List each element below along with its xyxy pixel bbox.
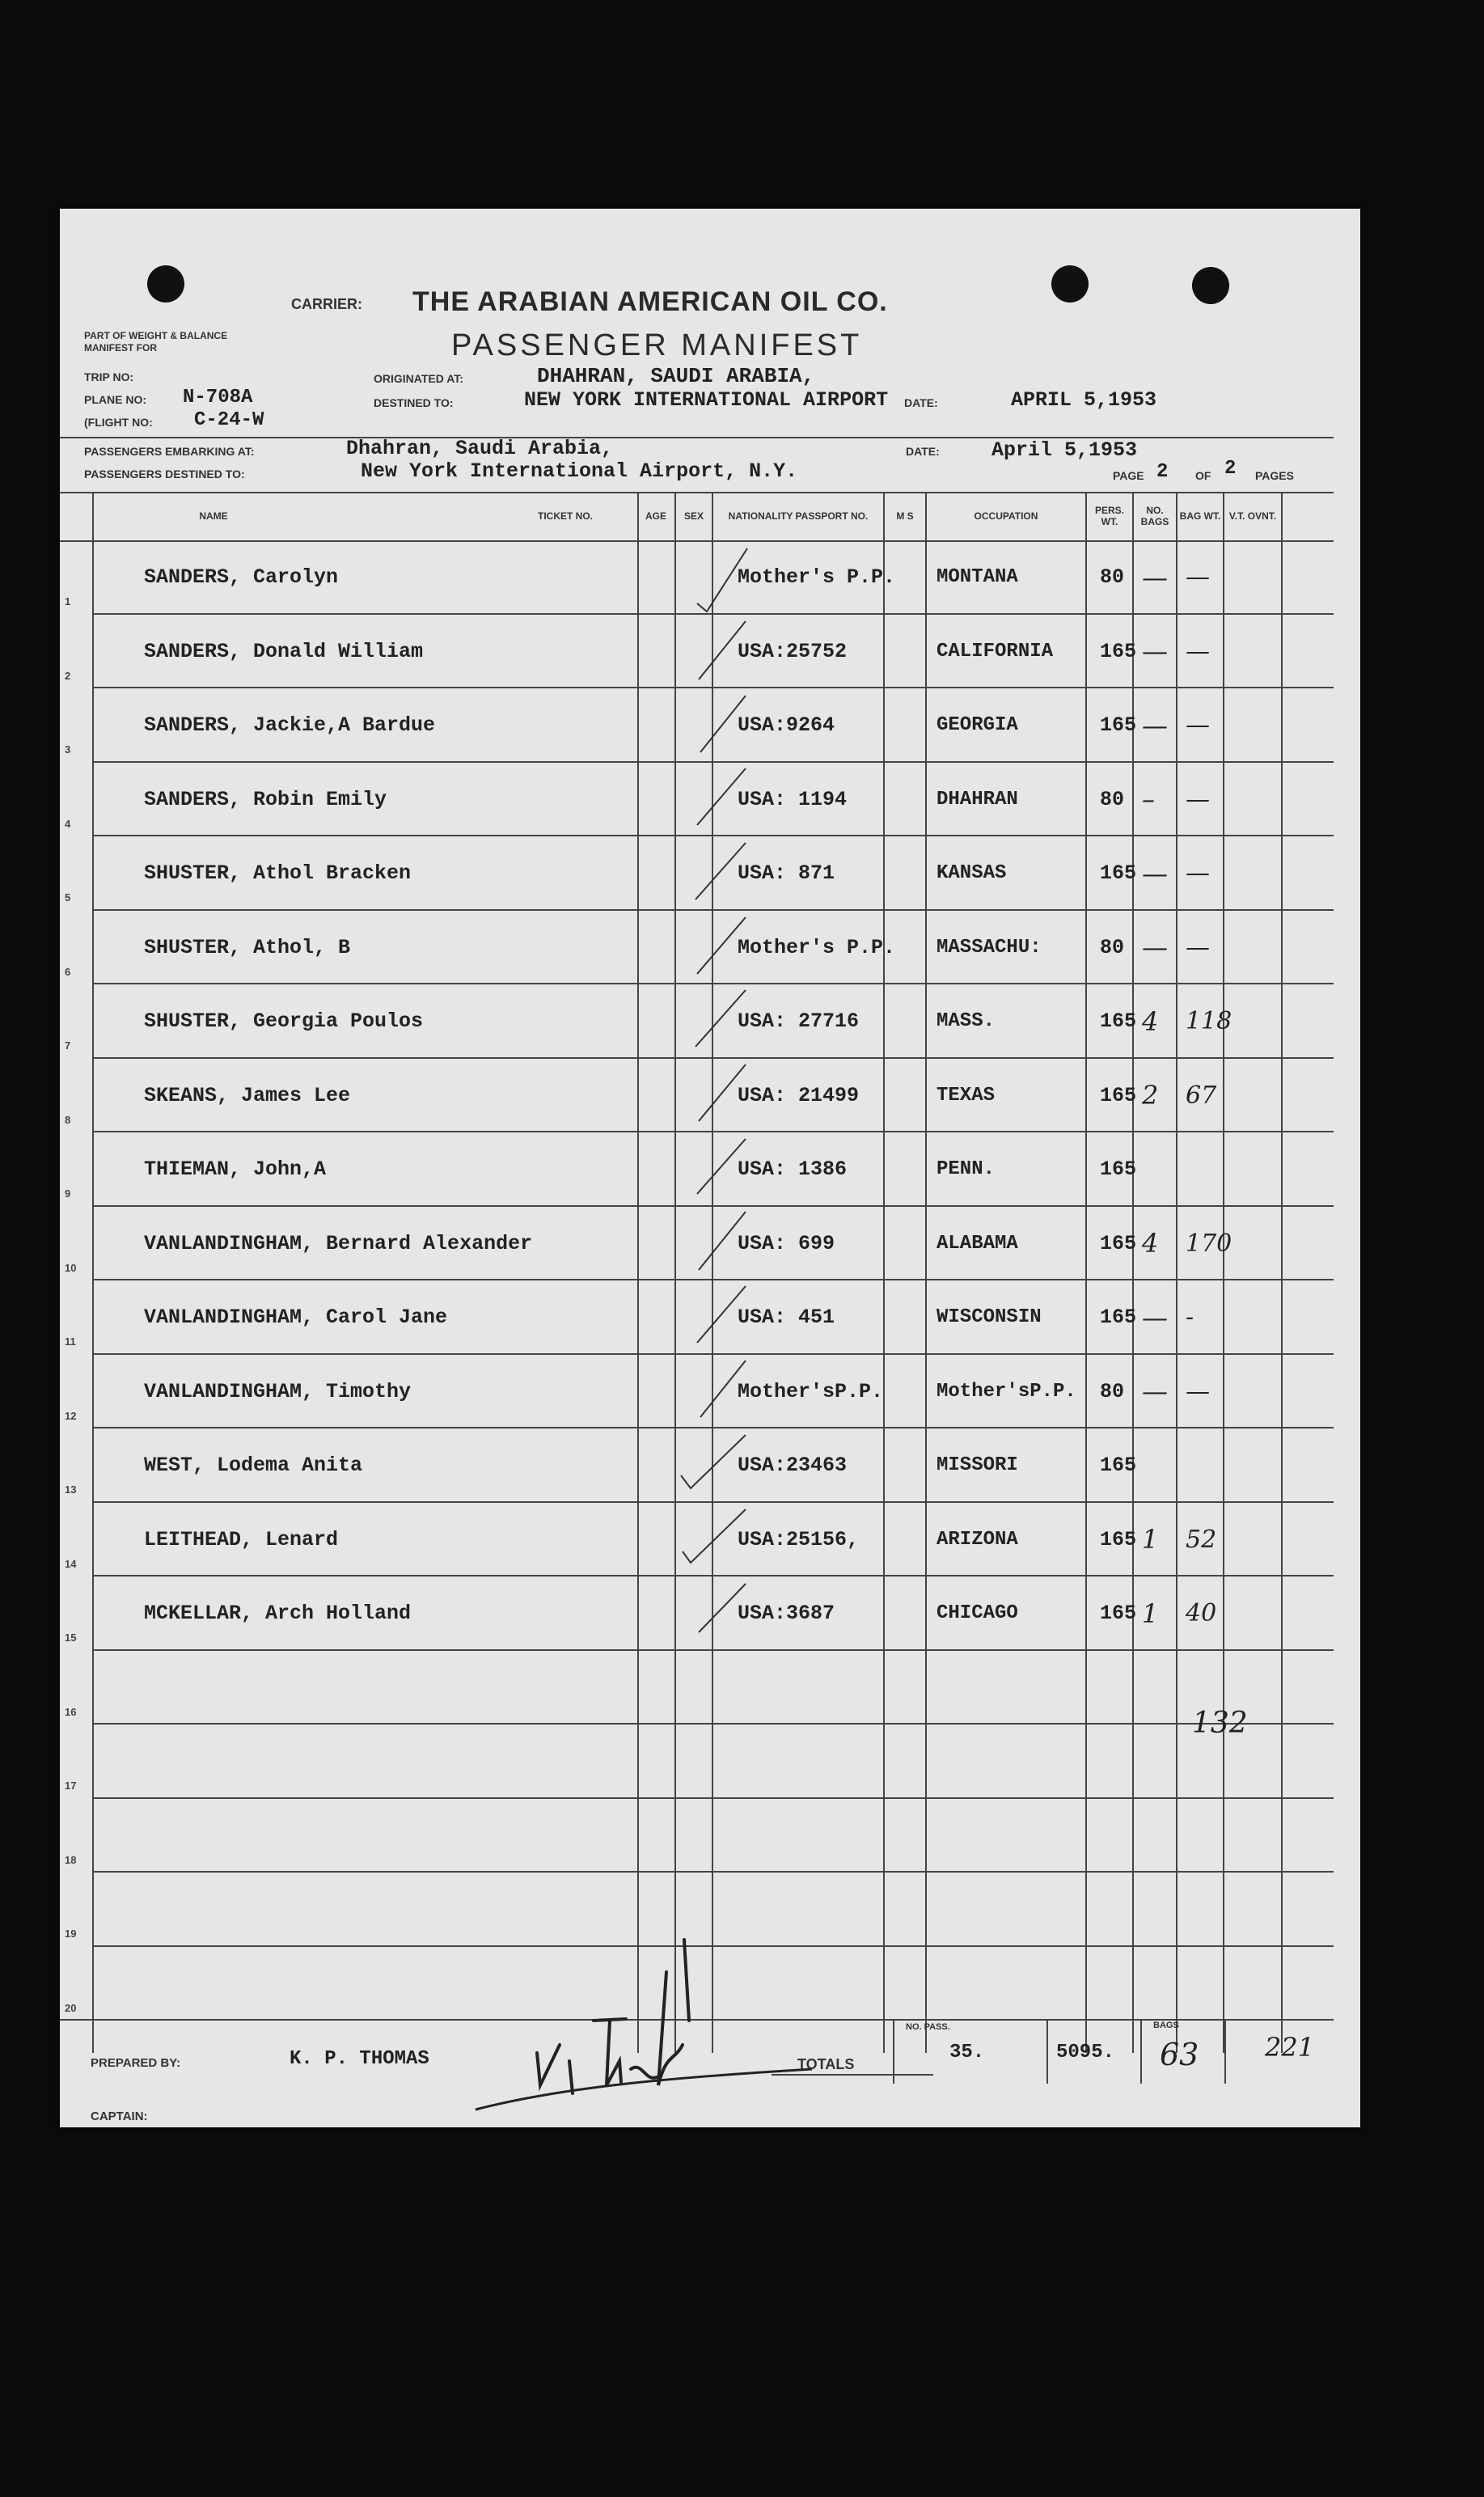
passenger-name: SHUSTER, Athol, B xyxy=(144,935,351,959)
prepared-by: K. P. THOMAS xyxy=(290,2048,429,2070)
subtotal-note: 132 xyxy=(1192,1707,1248,1740)
destined-label: DESTINED TO: xyxy=(374,396,454,409)
passport-number: Mother's P.P. xyxy=(738,935,896,959)
bag-weight: — xyxy=(1186,1377,1210,1406)
row-number: 20 xyxy=(65,2001,77,2014)
personal-weight: 165 xyxy=(1100,1306,1137,1329)
row-number: 6 xyxy=(65,965,71,978)
row-number: 1 xyxy=(65,595,71,607)
bag-count: — xyxy=(1142,1301,1168,1333)
occupation: ARIZONA xyxy=(936,1528,1018,1551)
col-nationality: NATIONALITY PASSPORT NO. xyxy=(728,510,869,522)
passenger-name: WEST, Lodema Anita xyxy=(144,1454,363,1477)
table-row xyxy=(60,1059,1334,1132)
occupation: KANSAS xyxy=(936,862,1007,884)
totals-label: TOTALS xyxy=(797,2056,855,2072)
page-label: PAGE xyxy=(1113,469,1144,482)
passenger-name: MCKELLAR, Arch Holland xyxy=(144,1602,412,1625)
table-row xyxy=(60,615,1334,688)
bag-weight: — xyxy=(1186,637,1210,666)
row-number: 18 xyxy=(65,1853,77,1866)
carrier-name: THE ARABIAN AMERICAN OIL CO. xyxy=(412,286,888,317)
bag-count: 1 xyxy=(1142,1598,1159,1629)
passenger-name: THIEMAN, John,A xyxy=(144,1158,327,1181)
trip-label: TRIP NO: xyxy=(84,370,134,383)
table-row xyxy=(60,540,1334,614)
footer-rule xyxy=(893,2019,894,2084)
table-row xyxy=(60,984,1334,1058)
total-weight: 5095. xyxy=(1056,2042,1115,2063)
header-rule-1 xyxy=(60,437,1334,438)
bag-weight: — xyxy=(1186,785,1210,814)
part-of-label-1: PART OF WEIGHT & BALANCE xyxy=(84,330,228,341)
pass-destined-value: New York International Airport, N.Y. xyxy=(361,459,798,483)
pass-destined-label: PASSENGERS DESTINED TO: xyxy=(84,468,245,480)
carrier-label: CARRIER: xyxy=(291,296,362,312)
col-age: AGE xyxy=(645,510,666,522)
footer-rule xyxy=(1224,2019,1226,2084)
no-pass-label: NO. PASS. xyxy=(906,2022,950,2032)
plane-number: N-708A xyxy=(183,387,253,408)
table-row xyxy=(60,688,1334,762)
total-passengers: 35. xyxy=(949,2042,985,2063)
table-row xyxy=(60,1280,1334,1354)
occupation: CHICAGO xyxy=(936,1602,1018,1624)
personal-weight: 80 xyxy=(1100,787,1125,811)
row-number: 15 xyxy=(65,1632,77,1644)
bag-weight: 52 xyxy=(1186,1525,1217,1554)
date-label: DATE: xyxy=(904,396,938,409)
row-number: 4 xyxy=(65,817,71,830)
passenger-name: VANLANDINGHAM, Timothy xyxy=(144,1379,412,1403)
embarking-label: PASSENGERS EMBARKING AT: xyxy=(84,445,255,458)
occupation: TEXAS xyxy=(936,1084,996,1107)
footer-rule xyxy=(1046,2019,1048,2084)
table-row xyxy=(60,1651,1334,1725)
passport-number: USA:25752 xyxy=(738,639,848,663)
passport-number: USA:3687 xyxy=(738,1602,835,1625)
punch-hole-right-1 xyxy=(1051,265,1089,303)
occupation: Mother'sP.P. xyxy=(936,1380,1076,1403)
bag-count: — xyxy=(1142,932,1168,963)
bag-weight: — xyxy=(1186,563,1210,591)
table-row xyxy=(60,836,1334,910)
totals-underline xyxy=(772,2074,933,2076)
passenger-name: SANDERS, Carolyn xyxy=(144,565,339,589)
personal-weight: 165 xyxy=(1100,1231,1137,1255)
personal-weight: 165 xyxy=(1100,1158,1137,1181)
table-row xyxy=(60,763,1334,836)
occupation: MASS. xyxy=(936,1010,996,1032)
col-vt-ovnt: V.T. OVNT. xyxy=(1228,510,1277,522)
passport-number: USA: 21499 xyxy=(738,1083,860,1107)
date2-value: April 5,1953 xyxy=(991,438,1138,462)
bag-weight: 67 xyxy=(1186,1081,1217,1110)
passport-number: Mother's P.P. xyxy=(738,565,896,589)
bag-weight: — xyxy=(1186,859,1210,887)
bag-count: — xyxy=(1142,561,1168,593)
row-number: 5 xyxy=(65,891,71,904)
bag-count: 4 xyxy=(1142,1005,1159,1037)
bag-weight: - xyxy=(1186,1303,1194,1331)
passenger-table xyxy=(60,492,1360,2127)
embarking-value: Dhahran, Saudi Arabia, xyxy=(346,437,614,460)
passenger-name: SANDERS, Robin Emily xyxy=(144,787,387,811)
row-number: 3 xyxy=(65,743,71,755)
prepared-label: PREPARED BY: xyxy=(91,2056,181,2070)
bag-count: – xyxy=(1142,784,1155,815)
occupation: DHAHRAN xyxy=(936,788,1018,810)
passenger-name: SANDERS, Donald William xyxy=(144,639,424,663)
bag-count: — xyxy=(1142,636,1168,667)
row-number: 8 xyxy=(65,1113,71,1126)
bag-count: 1 xyxy=(1142,1524,1159,1555)
page-number: 2 xyxy=(1156,461,1169,483)
row-number: 9 xyxy=(65,1187,71,1200)
col-sex: SEX xyxy=(683,510,704,522)
row-number: 7 xyxy=(65,1039,71,1052)
passport-number: USA: 871 xyxy=(738,861,835,885)
pages-label: PAGES xyxy=(1255,469,1294,482)
passenger-name: LEITHEAD, Lenard xyxy=(144,1527,339,1551)
table-row xyxy=(60,1799,1334,1873)
passport-number: USA:23463 xyxy=(738,1454,848,1477)
passport-number: USA:25156, xyxy=(738,1527,860,1551)
manifest-title: PASSENGER MANIFEST xyxy=(451,328,863,362)
originated-value: DHAHRAN, SAUDI ARABIA, xyxy=(537,364,815,388)
bag-count: — xyxy=(1142,857,1168,889)
bags-label: BAGS xyxy=(1153,2021,1179,2030)
passenger-name: VANLANDINGHAM, Carol Jane xyxy=(144,1306,448,1329)
occupation: WISCONSIN xyxy=(936,1306,1042,1328)
passenger-name: SANDERS, Jackie,A Bardue xyxy=(144,713,436,737)
bag-count: — xyxy=(1142,1376,1168,1407)
row-number: 11 xyxy=(65,1335,76,1348)
punch-hole-right-2 xyxy=(1192,267,1229,304)
passenger-name: SHUSTER, Athol Bracken xyxy=(144,861,412,885)
occupation: MASSACHU: xyxy=(936,936,1042,959)
passenger-name: SHUSTER, Georgia Poulos xyxy=(144,1009,424,1033)
row-number: 13 xyxy=(65,1483,77,1496)
row-number: 10 xyxy=(65,1261,77,1274)
passenger-name: VANLANDINGHAM, Bernard Alexander xyxy=(144,1231,533,1255)
bag-weight: 118 xyxy=(1186,1007,1232,1035)
destined-value: NEW YORK INTERNATIONAL AIRPORT xyxy=(524,388,889,412)
table-row xyxy=(60,1503,1334,1576)
captain-label: CAPTAIN: xyxy=(91,2110,148,2123)
col-pers-wt: PERS. WT. xyxy=(1094,505,1124,527)
personal-weight: 80 xyxy=(1100,935,1125,959)
personal-weight: 80 xyxy=(1100,565,1125,589)
row-number: 17 xyxy=(65,1780,77,1792)
personal-weight: 165 xyxy=(1100,1009,1137,1033)
passport-number: USA: 451 xyxy=(738,1306,835,1329)
passport-number: USA: 1386 xyxy=(738,1158,848,1181)
table-row xyxy=(60,1207,1334,1280)
row-number: 12 xyxy=(65,1409,77,1422)
of-label: OF xyxy=(1195,469,1211,482)
row-number: 16 xyxy=(65,1705,77,1718)
bag-weight: 170 xyxy=(1186,1229,1232,1258)
passport-number: USA:9264 xyxy=(738,713,835,737)
passenger-name: SKEANS, James Lee xyxy=(144,1083,351,1107)
occupation: MONTANA xyxy=(936,566,1018,588)
passport-number: USA: 27716 xyxy=(738,1009,860,1033)
col-bag-wt: BAG WT. xyxy=(1179,510,1221,522)
col-no-bags: NO. BAGS xyxy=(1140,505,1169,527)
bag-weight: — xyxy=(1186,933,1210,962)
occupation: GEORGIA xyxy=(936,714,1018,736)
part-of-label-2: MANIFEST FOR xyxy=(84,342,157,353)
bag-count: 2 xyxy=(1142,1080,1159,1111)
total-bags: 63 xyxy=(1160,2037,1199,2072)
personal-weight: 165 xyxy=(1100,1083,1137,1107)
date2-label: DATE: xyxy=(906,445,940,458)
table-row xyxy=(60,1355,1334,1428)
col-ticket: TICKET NO. xyxy=(538,510,593,522)
table-row xyxy=(60,911,1334,984)
page-total: 2 xyxy=(1224,458,1237,480)
row-number: 2 xyxy=(65,669,71,682)
personal-weight: 165 xyxy=(1100,1454,1137,1477)
personal-weight: 165 xyxy=(1100,1602,1137,1625)
occupation: PENN. xyxy=(936,1158,996,1180)
punch-hole-left xyxy=(147,265,184,303)
passport-number: USA: 699 xyxy=(738,1231,835,1255)
table-row xyxy=(60,1428,1334,1502)
bag-count: 4 xyxy=(1142,1228,1159,1259)
personal-weight: 165 xyxy=(1100,1527,1137,1551)
flight-label: (FLIGHT NO: xyxy=(84,416,153,429)
bag-count: — xyxy=(1142,709,1168,741)
signature xyxy=(472,1924,828,2118)
table-row xyxy=(60,1725,1334,1798)
table-row xyxy=(60,1132,1334,1206)
occupation: ALABAMA xyxy=(936,1232,1018,1255)
manifest-sheet xyxy=(60,209,1360,2127)
plane-label: PLANE NO: xyxy=(84,393,146,406)
personal-weight: 165 xyxy=(1100,861,1137,885)
col-ms: M S xyxy=(896,510,914,522)
flight-number: C-24-W xyxy=(194,409,264,431)
row-number: 14 xyxy=(65,1557,77,1570)
occupation: CALIFORNIA xyxy=(936,640,1054,662)
personal-weight: 80 xyxy=(1100,1379,1125,1403)
occupation: MISSORI xyxy=(936,1454,1018,1476)
passport-number: Mother'sP.P. xyxy=(738,1379,884,1403)
row-number: 19 xyxy=(65,1928,77,1940)
passport-number: USA: 1194 xyxy=(738,787,848,811)
date-value: APRIL 5,1953 xyxy=(1011,388,1157,412)
bag-weight: — xyxy=(1186,711,1210,739)
bag-weight: 40 xyxy=(1186,1599,1217,1627)
personal-weight: 165 xyxy=(1100,713,1137,737)
personal-weight: 165 xyxy=(1100,639,1137,663)
table-row xyxy=(60,1576,1334,1650)
originated-label: ORIGINATED AT: xyxy=(374,372,463,385)
footer-rule xyxy=(1140,2019,1142,2084)
col-occupation: OCCUPATION xyxy=(974,510,1038,522)
total-bag-weight: 221 xyxy=(1265,2032,1315,2063)
col-name: NAME xyxy=(199,510,228,522)
